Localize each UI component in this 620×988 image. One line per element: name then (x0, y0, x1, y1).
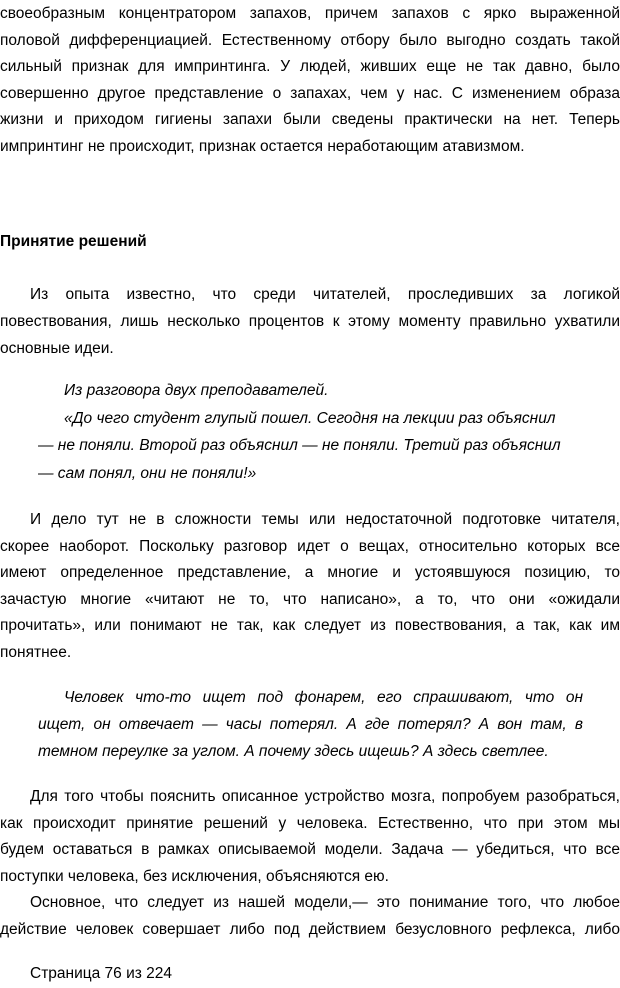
quote-line: Человек что-то ищет под фонарем, его спрашивают, что он (64, 689, 583, 706)
quote-line: Из разговора двух преподавателей. (64, 382, 329, 399)
text-line: повествования, лишь несколько процентов к этому моменту правильно ухватили (0, 313, 620, 330)
text-line: зачастую многие «читают не то, что написано», а то, что они «ожидали (0, 591, 620, 608)
text-line: своеобразным концентратором запахов, причем запахов с ярко выраженной (0, 5, 620, 22)
text-line: совершенно другое представление о запахах, чем у нас. С изменением образа (0, 85, 620, 102)
text-line: основные идеи. (0, 340, 114, 357)
text-line: действие человек совершает либо под действием безусловного рефлекса, либо (0, 921, 620, 938)
quote-line: ищет, он отвечает — часы потерял. А где потерял? А вон там, в (38, 716, 583, 733)
text-line: импринтинг не происходит, признак остается неработающим атавизмом. (0, 138, 525, 155)
text-line: прочитать», или понимают не так, как следует из повествования, а так, как им (0, 617, 620, 634)
text-line: скорее наоборот. Поскольку разговор идет о вещах, относительно которых все (0, 538, 620, 555)
text-line: половой дифференциацией. Естественному отбору было выгодно создать такой (0, 32, 620, 49)
text-line: Для того чтобы пояснить описанное устройство мозга, попробуем разобраться, (30, 788, 620, 805)
text-line: понятнее. (0, 644, 72, 661)
quote-line: темном переулке за углом. А почему здесь ищешь? А здесь светлее. (38, 743, 549, 760)
text-line: имеют определенное представление, а многие и устоявшуюся позицию, то (0, 564, 620, 581)
quote-line: — сам понял, они не поняли!» (38, 465, 257, 482)
text-line: как происходит принятие решений у человека. Естественно, что при этом мы (0, 815, 620, 832)
page-number: Страница 76 из 224 (30, 965, 173, 982)
text-line: будем оставаться в рамках описываемой модели. Задача — убедиться, что все (0, 841, 620, 858)
text-line: И дело тут не в сложности темы или недостаточной подготовке читателя, (30, 511, 620, 528)
text-line: поступки человека, без исключения, объясняются ею. (0, 868, 389, 885)
text-line: Из опыта известно, что среди читателей, проследивших за логикой (30, 286, 620, 303)
quote-line: «До чего студент глупый пошел. Сегодня на лекции раз объяснил (64, 410, 556, 427)
section-heading: Принятие решений (0, 233, 147, 250)
text-line: жизни и приходом гигиены запахи были сведены практически на нет. Теперь (0, 111, 620, 128)
quote-line: — не поняли. Второй раз объяснил — не поняли. Третий раз объяснил (38, 437, 561, 454)
text-line: сильный признак для импринтинга. У людей, живших еще не так давно, было (0, 58, 620, 75)
text-line: Основное, что следует из нашей модели,— это понимание того, что любое (30, 894, 620, 911)
